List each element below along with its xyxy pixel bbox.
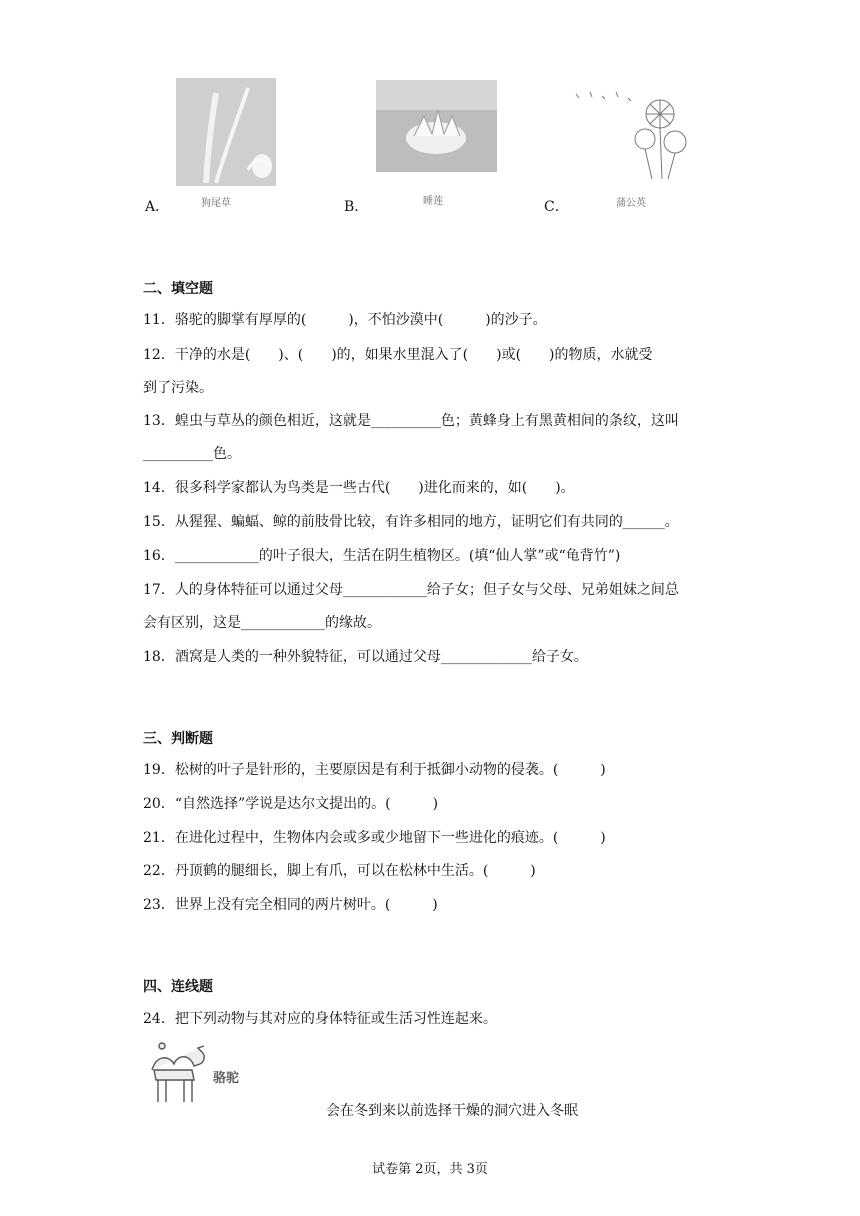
question-17-line2: 会有区别，这是____________的缘故。	[143, 615, 381, 631]
question-15: 15．从猩猩、蝙蝠、鲸的前肢骨比较，有许多相同的地方，证明它们有共同的______。	[143, 514, 679, 530]
question-16: 16．____________的叶子很大，生活在阴生植物区。(填“仙人掌”或“龟背竹”)	[143, 548, 621, 564]
water-lily-drawing	[376, 80, 497, 172]
question-14: 14．很多科学家都认为鸟类是一些古代( )进化而来的，如( )。	[143, 480, 575, 496]
question-21: 21．在进化过程中，生物体内会或多或少地留下一些进化的痕迹。( )	[143, 830, 606, 846]
section-judge-heading: 三、判断题	[143, 731, 213, 747]
question-19: 19．松树的叶子是针形的，主要原因是有利于抵御小动物的侵袭。( )	[143, 762, 606, 778]
question-18: 18．酒窝是人类的一种外貌特征，可以通过父母_____________给子女。	[143, 649, 588, 665]
section-fill-heading: 二、填空题	[143, 281, 213, 297]
option-a-letter: A．	[145, 199, 170, 215]
foxtail-grass-drawing	[176, 78, 276, 186]
match-habit-text: 会在冬到来以前选择干燥的洞穴进入冬眠	[326, 1103, 578, 1119]
option-c-caption: 蒲公英	[616, 198, 646, 209]
question-11: 11．骆驼的脚掌有厚厚的( )，不怕沙漠中( )的沙子。	[143, 312, 547, 328]
option-b-caption: 睡莲	[423, 196, 443, 207]
dandelion-drawing	[570, 84, 700, 184]
question-22: 22．丹顶鹤的腿细长，脚上有爪，可以在松林中生活。( )	[143, 863, 536, 879]
foxtail-grass-image	[176, 78, 276, 186]
question-13-line2: __________色。	[143, 446, 241, 462]
section-match-heading: 四、连线题	[143, 979, 213, 995]
water-lily-image	[376, 80, 497, 172]
page-footer: 试卷第 2页，共 3页	[372, 1162, 488, 1177]
question-24: 24．把下列动物与其对应的身体特征或生活习性连起来。	[143, 1011, 497, 1027]
question-17-line1: 17．人的身体特征可以通过父母____________给子女；但子女与父母、兄弟姐妹之间总	[143, 582, 679, 598]
question-12-line1: 12．干净的水是( )、( )的，如果水里混入了( )或( )的物质，水就受	[143, 347, 653, 363]
camel-drawing	[146, 1040, 208, 1106]
camel-image	[146, 1040, 208, 1106]
option-b-letter: B．	[344, 199, 369, 215]
question-13-line1: 13．蝗虫与草丛的颜色相近，这就是__________色；黄蜂身上有黑黄相间的条纹，这叫	[143, 413, 679, 429]
option-a-caption: 狗尾草	[201, 198, 231, 209]
question-20: 20．“自然选择”学说是达尔文提出的。( )	[143, 796, 439, 812]
option-c-letter: C．	[544, 199, 569, 215]
dandelion-image	[570, 84, 700, 184]
question-23: 23．世界上没有完全相同的两片树叶。( )	[143, 897, 438, 913]
question-12-line2: 到了污染。	[143, 380, 213, 396]
camel-label: 骆驼	[213, 1071, 240, 1086]
